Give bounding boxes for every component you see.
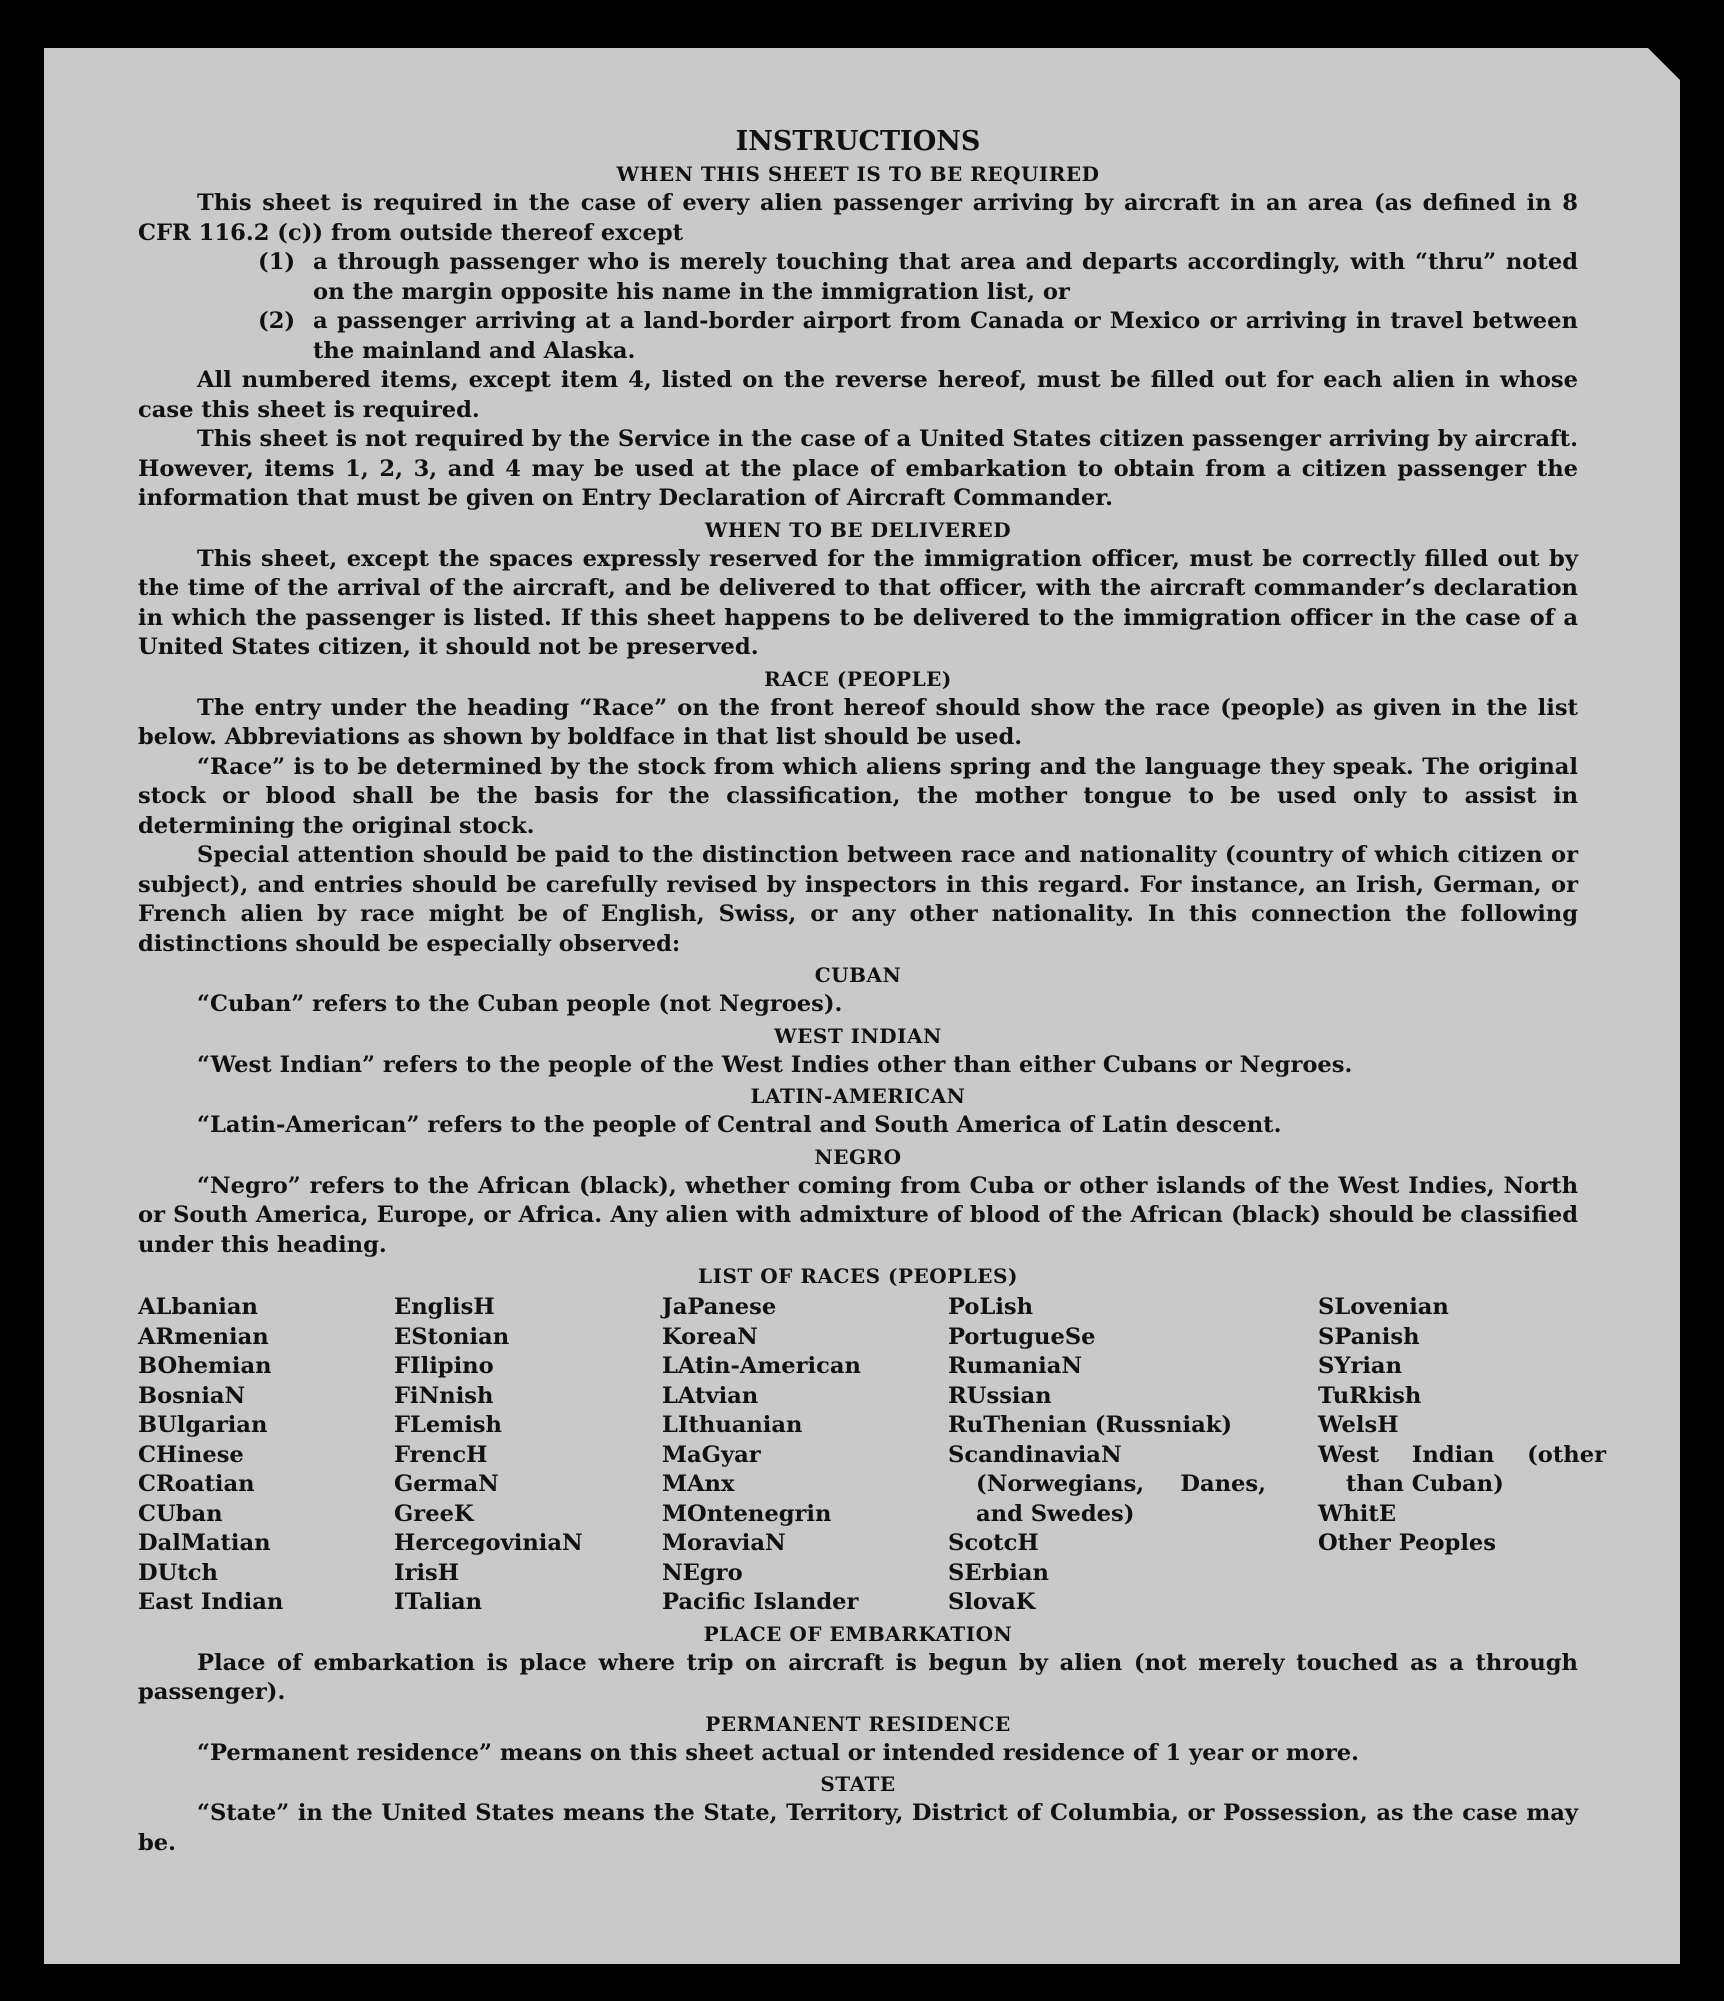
heading-cuban: CUBAN [814, 963, 902, 987]
races-column [138, 1293, 394, 1618]
paragraph: “West Indian” refers to the people of the West Indies other than either Cubans or Negroes. [197, 1051, 1353, 1078]
race-item: SErbian [948, 1559, 1049, 1586]
race-item: LAtin-American [662, 1353, 861, 1379]
race-item: ALbanian [138, 1294, 258, 1320]
races-column [662, 1293, 948, 1618]
race-item: BosniaN [138, 1382, 246, 1409]
race-item: SPanish [1318, 1323, 1420, 1350]
numbered-item [258, 248, 1578, 307]
race-item: WelsH [1318, 1412, 1399, 1438]
paragraph: This sheet is required in the case of every alien passenger arriving by aircraft in an area (as defined in 8 CFR 116.2 (c)) from outside thereof except [138, 190, 1578, 246]
item-text: a through passenger who is merely touching that area and departs accordingly, with “thru” noted on the margin opposite his name in the immigration list, or [313, 249, 1578, 305]
race-item: GermaN [394, 1471, 499, 1497]
race-item: West Indian (other than Cuban) [1318, 1441, 1606, 1497]
heading-race: RACE (PEOPLE) [764, 666, 952, 691]
race-item: SLovenian [1318, 1294, 1449, 1320]
instructions-body [138, 126, 1606, 1858]
race-item: FLemish [394, 1412, 502, 1438]
races-column [394, 1293, 662, 1618]
race-item: EStonian [394, 1323, 510, 1350]
race-item: ITalian [394, 1589, 483, 1615]
paragraph: All numbered items, except item 4, listed on the reverse hereof, must be filled out for each alien in whose case this sheet is required. [138, 367, 1578, 423]
race-item: WhitE [1318, 1500, 1397, 1527]
race-item: GreeK [394, 1500, 474, 1527]
race-item: CHinese [138, 1441, 244, 1468]
race-item: JaPanese [662, 1294, 777, 1320]
heading-when-delivered: WHEN TO BE DELIVERED [704, 517, 1012, 542]
race-item: LAtvian [662, 1382, 759, 1409]
heading-list-of-races: LIST OF RACES (PEOPLES) [698, 1264, 1018, 1288]
race-item: BOhemian [138, 1353, 272, 1379]
race-item: BUlgarian [138, 1412, 268, 1438]
heading-latin-american: LATIN-AMERICAN [750, 1084, 966, 1108]
paragraph: Special attention should be paid to the distinction between race and nationality (country of which citizen or subject), and entries should be carefully revised by inspectors in this regard. For instance, an Irish, German, or French alien by race might be of English, Swiss, or any other nationality. In this connection the following distinctions should be especially observed: [138, 842, 1578, 957]
race-item: MaGyar [662, 1441, 761, 1468]
race-item: HercegoviniaN [394, 1530, 583, 1556]
race-item: PortugueSe [948, 1323, 1096, 1350]
race-item: FrencH [394, 1441, 488, 1468]
race-item: IrisH [394, 1559, 460, 1586]
paragraph: This sheet, except the spaces expressly reserved for the immigration officer, must be correctly filled out by the time of the arrival of the aircraft, and be delivered to that officer, with the aircraft commander’s declaration in which the passenger is listed. If this sheet happens to be delivered to the immigration officer in the case of a United States citizen, it should not be preserved. [138, 545, 1578, 660]
heading-state: STATE [820, 1772, 896, 1796]
race-item: ARmenian [138, 1323, 269, 1350]
item-number: (1) [258, 249, 296, 275]
document-page [44, 48, 1680, 1964]
race-item: ScotcH [948, 1530, 1039, 1556]
paragraph: Place of embarkation is place where trip on aircraft is begun by alien (not merely touched as a through passenger). [138, 1649, 1578, 1705]
race-item: Pacific Islander [662, 1589, 859, 1615]
races-column [948, 1293, 1318, 1618]
races-column [1318, 1293, 1606, 1618]
item-text: a passenger arriving at a land-border airport from Canada or Mexico or arriving in travel between the mainland and Alaska. [313, 308, 1578, 364]
race-item: SlovaK [948, 1589, 1036, 1615]
race-item: RumaniaN [948, 1353, 1083, 1379]
race-item: KoreaN [662, 1323, 758, 1350]
paragraph: “Latin-American” refers to the people of Central and South America of Latin descent. [197, 1112, 1282, 1138]
races-list [138, 1293, 1606, 1618]
race-item: RUssian [948, 1382, 1052, 1409]
item-number: (2) [258, 308, 296, 334]
heading-negro: NEGRO [814, 1144, 902, 1169]
race-item: Other Peoples [1318, 1530, 1496, 1556]
race-item: MoraviaN [662, 1530, 786, 1556]
paragraph: This sheet is not required by the Service in the case of a United States citizen passenger arriving by aircraft. However, items 1, 2, 3, and 4 may be used at the place of embarkation to obtain from a citizen passenger the information that must be given on Entry Declaration of Aircraft Commander. [138, 426, 1578, 511]
race-item: ScandinaviaN (Norwegians, Danes, and Swedes) [948, 1441, 1266, 1527]
race-item: FIlipino [394, 1353, 494, 1379]
race-item: TuRkish [1318, 1382, 1422, 1409]
paragraph: The entry under the heading “Race” on the front hereof should show the race (people) as given in the list below. Abbreviations as shown by boldface in that list should be used. [138, 694, 1578, 750]
paragraph: “Permanent residence” means on this sheet actual or intended residence of 1 year or more. [197, 1739, 1360, 1766]
race-item: CRoatian [138, 1471, 255, 1497]
heading-permanent-residence: PERMANENT RESIDENCE [705, 1711, 1011, 1736]
heading-embarkation: PLACE OF EMBARKATION [703, 1621, 1013, 1646]
heading-when-required: WHEN THIS SHEET IS TO BE REQUIRED [616, 162, 1100, 186]
paragraph: “Cuban” refers to the Cuban people (not Negroes). [197, 991, 843, 1017]
paragraph: “Race” is to be determined by the stock from which aliens spring and the language they speak. The original stock or blood shall be the basis for the classification, the mother tongue to be used only to assist in determining the original stock. [138, 753, 1578, 839]
race-item: LIthuanian [662, 1412, 803, 1438]
race-item: SYrian [1318, 1353, 1402, 1379]
page-title: INSTRUCTIONS [735, 126, 981, 157]
race-item: DalMatian [138, 1530, 271, 1556]
heading-west-indian: WEST INDIAN [774, 1023, 942, 1048]
paragraph: “Negro” refers to the African (black), whether coming from Cuba or other islands of the West Indies, North or South America, Europe, or Africa. Any alien with admixture of blood of the African (black) should be classified under this heading. [138, 1172, 1578, 1258]
race-item: RuThenian (Russniak) [948, 1412, 1233, 1438]
race-item: MAnx [662, 1471, 735, 1497]
paragraph: “State” in the United States means the State, Territory, District of Columbia, or Possession, as the case may be. [138, 1800, 1578, 1856]
race-item: MOntenegrin [662, 1500, 832, 1527]
race-item: NEgro [662, 1559, 743, 1586]
race-item: East Indian [138, 1589, 284, 1615]
race-item: FiNnish [394, 1382, 494, 1409]
numbered-item [258, 307, 1578, 366]
race-item: DUtch [138, 1559, 218, 1586]
race-item: EnglisH [394, 1294, 495, 1320]
race-item: PoLish [948, 1294, 1034, 1320]
folded-corner [1648, 48, 1680, 80]
race-item: CUban [138, 1500, 223, 1527]
